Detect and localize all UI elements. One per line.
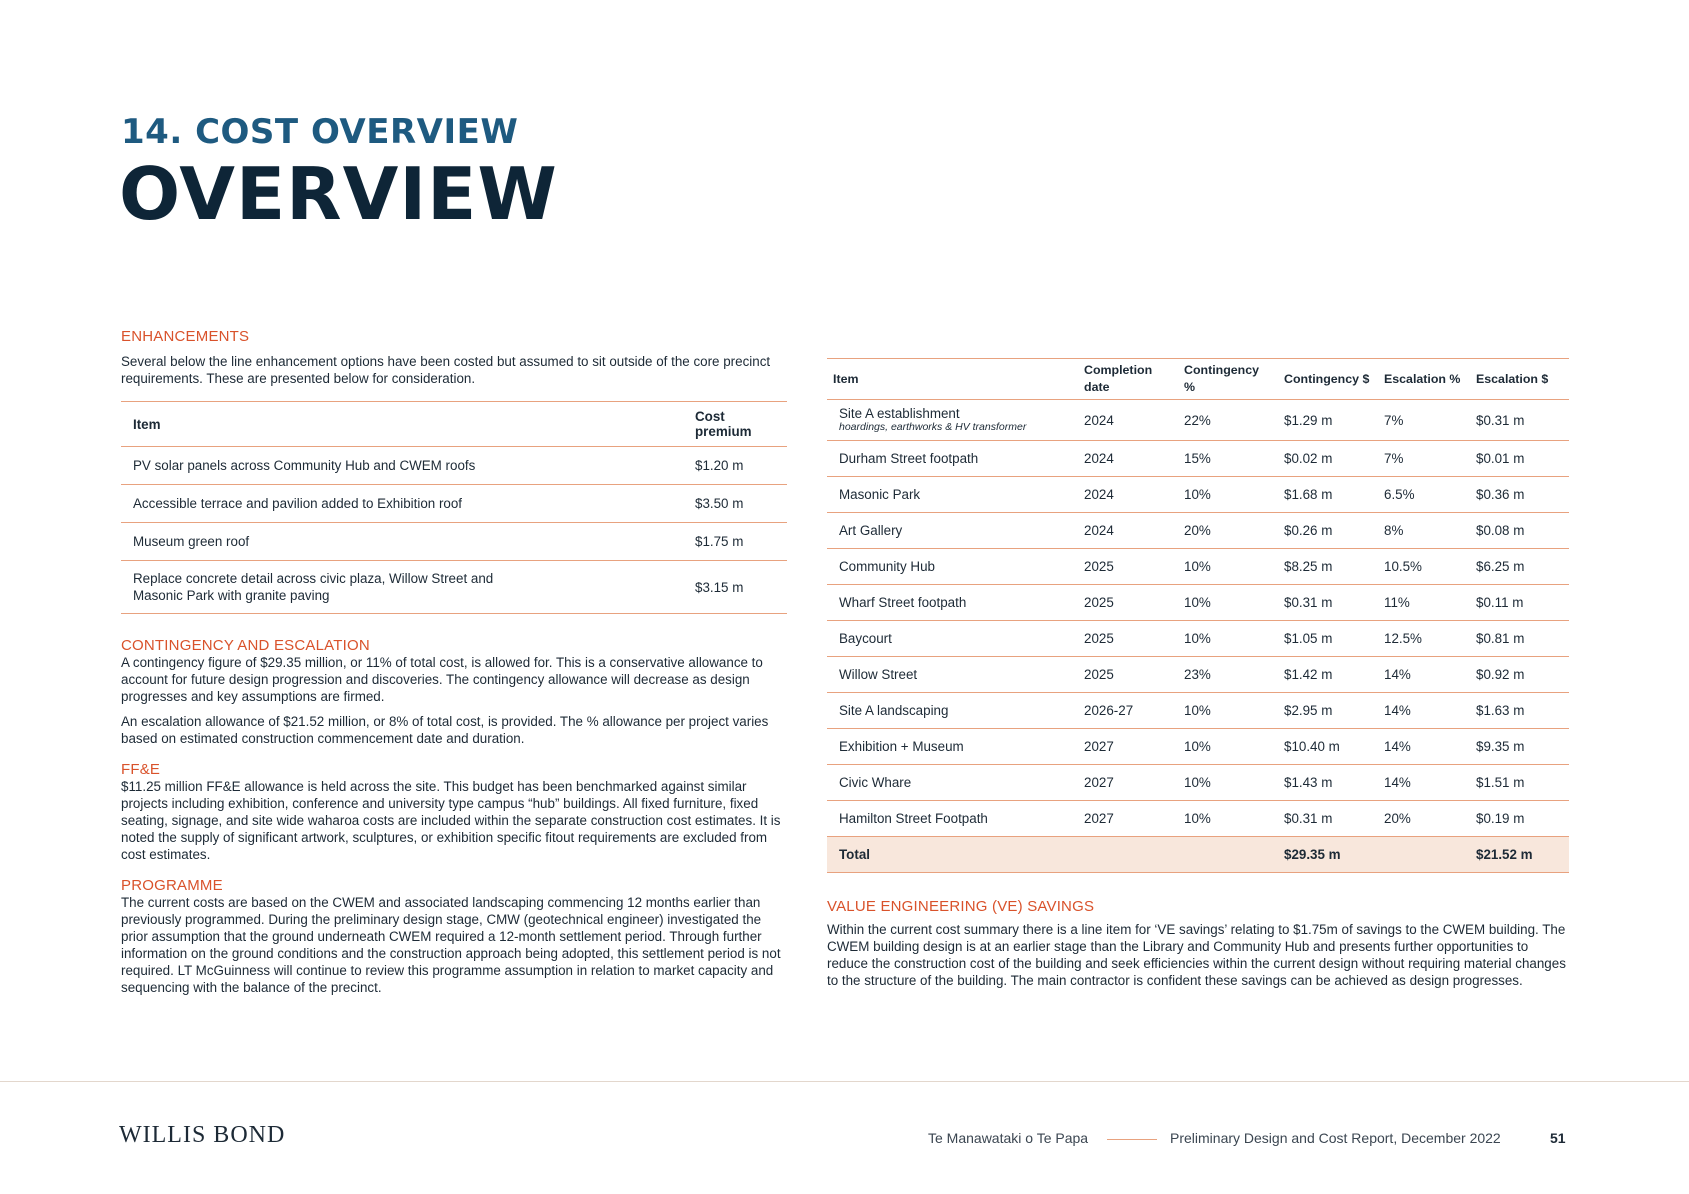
completion-date: 2025: [1084, 559, 1114, 574]
escalation-pct: 12.5%: [1384, 631, 1422, 646]
table-header-row: [121, 402, 787, 447]
contingency-amt: $1.68 m: [1284, 487, 1333, 502]
cost-table-body: [827, 400, 1569, 873]
contingency-pct: 23%: [1184, 667, 1211, 682]
cost-item-subtext: hoardings, earthworks & HV transformer: [839, 421, 1027, 433]
escalation-amt: $9.35 m: [1476, 739, 1525, 754]
right-column: [827, 358, 1569, 989]
table-row: [827, 513, 1569, 549]
escalation-amt: $0.19 m: [1476, 811, 1525, 826]
contingency-amt: $0.31 m: [1284, 811, 1333, 826]
contingency-pct: 10%: [1184, 775, 1211, 790]
escalation-amt: $6.25 m: [1476, 559, 1525, 574]
contingency-amt: $0.26 m: [1284, 523, 1333, 538]
cost-item-label: Exhibition + Museum: [839, 739, 964, 754]
escalation-pct: 6.5%: [1384, 487, 1415, 502]
column-header-cost-premium: Cost premium: [695, 409, 752, 439]
escalation-amt: $0.36 m: [1476, 487, 1525, 502]
table-row: [827, 693, 1569, 729]
cost-item-label: Durham Street footpath: [839, 451, 979, 466]
contingency-pct: 10%: [1184, 487, 1211, 502]
enhancement-cost: $3.15 m: [695, 579, 744, 595]
escalation-pct: 14%: [1384, 739, 1411, 754]
cost-item: [827, 729, 1078, 765]
cost-item-label: Community Hub: [839, 559, 935, 574]
contingency-pct: 20%: [1184, 523, 1211, 538]
contingency-amt: $2.95 m: [1284, 703, 1333, 718]
escalation-amt: $1.63 m: [1476, 703, 1525, 718]
willis-bond-logo: WILLIS BOND: [119, 1122, 286, 1148]
footer-project-name: Te Manawataki o Te Papa: [928, 1130, 1089, 1146]
completion-date: 2024: [1084, 412, 1114, 428]
cost-item: [827, 513, 1078, 549]
contingency-pct: 10%: [1184, 811, 1211, 826]
programme-heading: PROGRAMME: [121, 877, 223, 894]
page-title: OVERVIEW: [119, 152, 558, 236]
enhancement-cost: $3.50 m: [695, 496, 744, 511]
contingency-paragraph-1: A contingency figure of $29.35 million, or 11% of total cost, is allowed for. This is a conservative allowance to account for future design progression and discoveries. The contingency allowance will decrease as design progresses and key assumptions are firmed.: [121, 655, 763, 704]
table-row: [827, 801, 1569, 837]
contingency-pct: 10%: [1184, 703, 1211, 718]
column-header-escalation-amt: Escalation $: [1476, 371, 1549, 386]
contingency-paragraph-2: An escalation allowance of $21.52 million, or 8% of total cost, is provided. The % allowance per project varies based on estimated construction commencement date and duration.: [121, 714, 769, 746]
completion-date: 2027: [1084, 811, 1114, 826]
escalation-amt: $0.92 m: [1476, 667, 1525, 682]
escalation-pct: 20%: [1384, 811, 1411, 826]
column-header-item: Item: [133, 416, 161, 432]
total-empty: [1378, 837, 1470, 873]
footer-divider: [0, 1081, 1689, 1082]
completion-date: 2024: [1084, 451, 1114, 466]
escalation-pct: 10.5%: [1384, 559, 1422, 574]
contingency-amt: $10.40 m: [1284, 739, 1340, 754]
contingency-pct: 10%: [1184, 595, 1211, 610]
table-row: [827, 400, 1569, 441]
enhancement-cost: $1.20 m: [695, 458, 744, 473]
contingency-amt: $1.43 m: [1284, 775, 1333, 790]
enhancements-heading: ENHANCEMENTS: [121, 328, 250, 345]
ffe-heading: FF&E: [121, 761, 161, 778]
completion-date: 2025: [1084, 595, 1114, 610]
completion-date: 2027: [1084, 739, 1114, 754]
table-row: [827, 621, 1569, 657]
column-header-contingency-amt: Contingency $: [1284, 371, 1370, 386]
escalation-pct: 11%: [1384, 595, 1410, 610]
escalation-pct: 14%: [1384, 775, 1411, 790]
cost-item: [827, 477, 1078, 513]
cost-item-label: Art Gallery: [839, 523, 903, 538]
enhancements-intro: Several below the line enhancement options have been costed but assumed to sit outside of the core precinct requirements. These are presented below for consideration.: [121, 354, 771, 386]
page-number: 51: [1550, 1130, 1566, 1146]
enhancement-cost: $1.75 m: [695, 534, 744, 549]
cost-item: [827, 621, 1078, 657]
contingency-pct: 10%: [1184, 559, 1211, 574]
completion-date: 2024: [1084, 487, 1114, 502]
completion-date: 2027: [1084, 775, 1114, 790]
table-row: [827, 729, 1569, 765]
cost-item: [827, 441, 1078, 477]
cost-table: [827, 358, 1569, 873]
table-row: [121, 447, 787, 485]
cost-item-label: Masonic Park: [839, 487, 921, 502]
contingency-pct: 10%: [1184, 739, 1211, 754]
table-row: [827, 585, 1569, 621]
cost-item: [827, 549, 1078, 585]
cost-item-label: Civic Whare: [839, 775, 912, 790]
footer-dash: [1107, 1139, 1157, 1140]
escalation-amt: $0.01 m: [1476, 451, 1525, 466]
table-row: [827, 765, 1569, 801]
column-header-escalation-pct: Escalation %: [1384, 371, 1461, 386]
contingency-amt: $1.05 m: [1284, 631, 1333, 646]
total-contingency-amt: $29.35 m: [1278, 837, 1378, 873]
escalation-pct: 14%: [1384, 667, 1411, 682]
cost-item-label: Site A landscaping: [839, 703, 949, 718]
contingency-amt: $8.25 m: [1284, 559, 1333, 574]
column-header-contingency-pct: Contingency %: [1184, 363, 1260, 394]
total-empty: [1078, 837, 1178, 873]
cost-item: [827, 400, 1078, 441]
enhancement-item: Replace concrete detail across civic plaza, Willow Street and Masonic Park with granite paving: [133, 571, 494, 603]
contingency-pct: 22%: [1184, 412, 1211, 428]
table-row: [827, 477, 1569, 513]
cost-item: [827, 765, 1078, 801]
completion-date: 2024: [1084, 523, 1114, 538]
cost-item-label: Site A establishment: [839, 406, 960, 421]
contingency-amt: $0.02 m: [1284, 451, 1333, 466]
total-row: [827, 837, 1569, 873]
escalation-amt: $0.11 m: [1476, 595, 1524, 610]
total-escalation-amt: $21.52 m: [1470, 837, 1569, 873]
completion-date: 2025: [1084, 667, 1114, 682]
enhancements-table: [121, 401, 787, 614]
contingency-pct: 10%: [1184, 631, 1211, 646]
contingency-heading: CONTINGENCY AND ESCALATION: [121, 637, 370, 654]
escalation-pct: 14%: [1384, 703, 1411, 718]
programme-paragraph: The current costs are based on the CWEM and associated landscaping commencing 12 months earlier than previously programmed. During the preliminary design stage, CMW (geotechnical engineer) investigated the prior assumption that the ground underneath CWEM required a 12-month settlement period. Through further information on the ground conditions and the construction approach being adopted, this settlement period is not required. LT McGuinness will continue to review this programme assumption in relation to market capacity and sequencing with the balance of the precinct.: [121, 895, 781, 995]
section-subtitle: 14. COST OVERVIEW: [121, 112, 519, 152]
enhancement-item: PV solar panels across Community Hub and CWEM roofs: [133, 458, 476, 473]
table-row: [121, 485, 787, 523]
cost-item: [827, 693, 1078, 729]
table-row: [827, 549, 1569, 585]
contingency-pct: 15%: [1184, 451, 1211, 466]
escalation-amt: $0.81 m: [1476, 631, 1525, 646]
escalation-pct: 7%: [1384, 412, 1404, 428]
ffe-paragraph: $11.25 million FF&E allowance is held across the site. This budget has been benchmarked against similar projects including exhibition, conference and university type campus “hub” buildings. All fixed furniture, fixed seating, signage, and site wide waharoa costs are included within the separate construction cost estimates. It is noted the supply of significant artwork, sculptures, or exhibition specific fitout requirements are excluded from cost estimates.: [121, 779, 781, 862]
enhancement-item: Accessible terrace and pavilion added to Exhibition roof: [133, 496, 463, 511]
cost-item-label: Baycourt: [839, 631, 892, 646]
table-row: [827, 657, 1569, 693]
cost-item-label: Wharf Street footpath: [839, 595, 967, 610]
escalation-amt: $1.51 m: [1476, 775, 1525, 790]
table-row: [121, 523, 787, 561]
escalation-pct: 8%: [1384, 523, 1404, 538]
left-column: [121, 328, 787, 996]
total-empty: [1178, 837, 1278, 873]
table-row: [827, 441, 1569, 477]
footer-report-title: Preliminary Design and Cost Report, December 2022: [1170, 1130, 1501, 1146]
table-row: [121, 561, 787, 614]
completion-date: 2025: [1084, 631, 1114, 646]
cost-item: [827, 801, 1078, 837]
completion-date: 2026-27: [1084, 703, 1134, 718]
cost-item: [827, 585, 1078, 621]
cost-item: [827, 657, 1078, 693]
cost-item-label: Hamilton Street Footpath: [839, 811, 988, 826]
cost-item-label: Willow Street: [839, 667, 918, 682]
escalation-amt: $0.31 m: [1476, 412, 1525, 428]
ve-heading: VALUE ENGINEERING (VE) SAVINGS: [827, 898, 1095, 915]
enhancement-item: Museum green roof: [133, 534, 250, 549]
escalation-pct: 7%: [1384, 451, 1404, 466]
column-header-item: Item: [833, 371, 859, 386]
ve-paragraph: Within the current cost summary there is a line item for ‘VE savings’ relating to $1.75m of savings to the CWEM building. The CWEM building design is at an earlier stage than the Library and Community Hub and presents further opportunities to reduce the construction cost of the building and seek efficiencies within the current design without requiring material changes to the structure of the building. The main contractor is confident these savings can be achieved as design progresses.: [827, 922, 1566, 988]
table-header-row: [827, 359, 1569, 400]
escalation-amt: $0.08 m: [1476, 523, 1525, 538]
column-header-completion-date: Completion date: [1084, 363, 1153, 394]
contingency-amt: $0.31 m: [1284, 595, 1333, 610]
contingency-amt: $1.29 m: [1284, 412, 1333, 428]
contingency-amt: $1.42 m: [1284, 667, 1333, 682]
total-label: Total: [827, 837, 1078, 873]
